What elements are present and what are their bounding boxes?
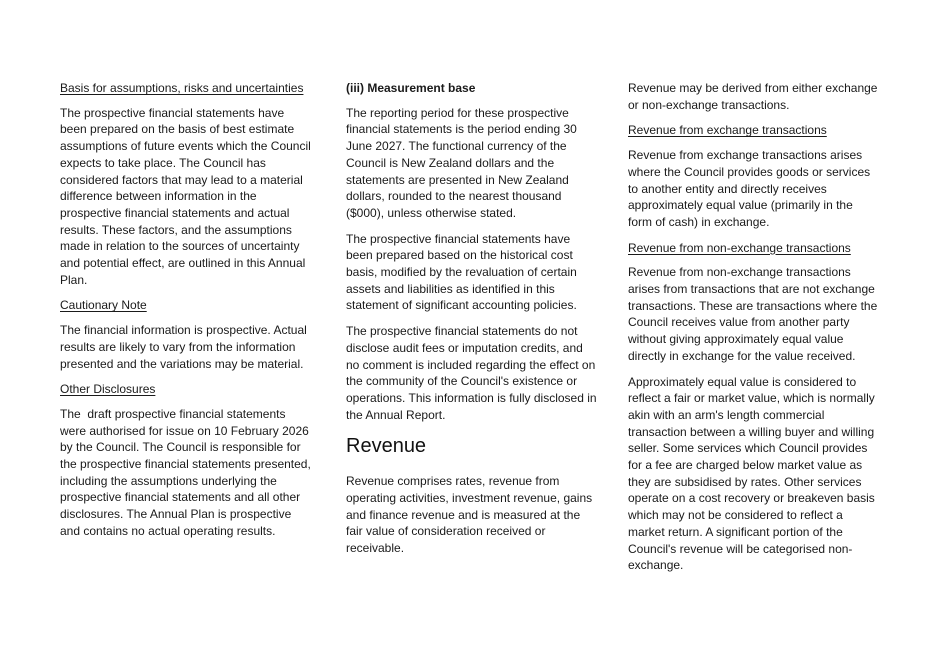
heading-measurement-base: (iii) Measurement base — [346, 81, 476, 95]
column-middle — [346, 80, 598, 566]
column-right — [628, 80, 880, 583]
heading-cautionary-note: Cautionary Note — [60, 298, 147, 313]
paragraph-revenue-comprises: Revenue comprises rates, revenue from operating activities, investment revenue, gains and finance revenue and is measured at the fair value of consideration received or receivable. — [346, 474, 593, 556]
section-title-revenue: Revenue — [346, 435, 427, 458]
column-left — [60, 80, 315, 549]
paragraph-exchange-transactions: Revenue from exchange transactions arises where the Council provides goods or services to another entity and directly receives approximately equal value (primarily in the form of cash) in exchange. — [628, 148, 871, 229]
heading-other-disclosures: Other Disclosures — [60, 382, 156, 397]
paragraph-other-disclosures: The draft prospective financial statements were authorised for issue on 10 February 2026 by the Council. The Council is responsible for the prospective financial statements presented, including the assumptions underlying the prospective financial statements and all other disclosures. The Annual Plan is prospective and contains no actual operating results. — [60, 406, 315, 538]
heading-non-exchange-transactions: Revenue from non-exchange transactions — [628, 240, 851, 255]
paragraph-reporting-period: The reporting period for these prospective financial statements is the period ending 30 June 2027. The functional currency of the Council is New Zealand dollars and the statements are presented in New Zealand dollars, rounded to the nearest thousand ($000), unless otherwise stated. — [346, 105, 577, 220]
paragraph-audit-fees: The prospective financial statements do not disclose audit fees or imputation credits, and no comment is included regarding the effect on the community of the Council's existence or operations. This information is fully disclosed in the Annual Report. — [346, 324, 597, 422]
paragraph-historical-cost: The prospective financial statements have been prepared based on the historical cost basis, modified by the revaluation of certain assets and liabilities as identified in this statement of significant accounting policies. — [346, 231, 577, 313]
paragraph-non-exchange-transactions: Revenue from non-exchange transactions arises from transactions that are not exchange transactions. These are transactions where the Council receives value from another party without giving approximately equal value directly in exchange for the value received. — [628, 265, 878, 363]
paragraph-revenue-derived: Revenue may be derived from either exchange or non-exchange transactions. — [628, 81, 878, 112]
paragraph-basis-for-assumptions: The prospective financial statements have been prepared on the basis of best estimate assumptions of future events which the Council expects to take place. The Council has considered factors that may lead to a material difference between information in the prospective financial statements and actual results. These factors, and the assumptions made in relation to the sources of uncertainty and potential effect, are outlined in this Annual Plan. — [60, 105, 311, 287]
heading-exchange-transactions: Revenue from exchange transactions — [628, 123, 827, 138]
paragraph-approximately-equal-value: Approximately equal value is considered to reflect a fair or market value, which is normally akin with an arm's length commercial transaction between a willing buyer and willing seller. Some services which Council provides for a fee are charged below market value as they are subsidised by rates. Other services operate on a cost recovery or breakeven basis which may not be considered to reflect a market return. A significant portion of the Council's revenue will be categorised non-exchange. — [628, 374, 875, 573]
paragraph-cautionary-note: The financial information is prospective. Actual results are likely to vary from the information presented and the variations may be material. — [60, 323, 307, 371]
heading-basis-for-assumptions: Basis for assumptions, risks and uncertainties — [60, 81, 304, 95]
